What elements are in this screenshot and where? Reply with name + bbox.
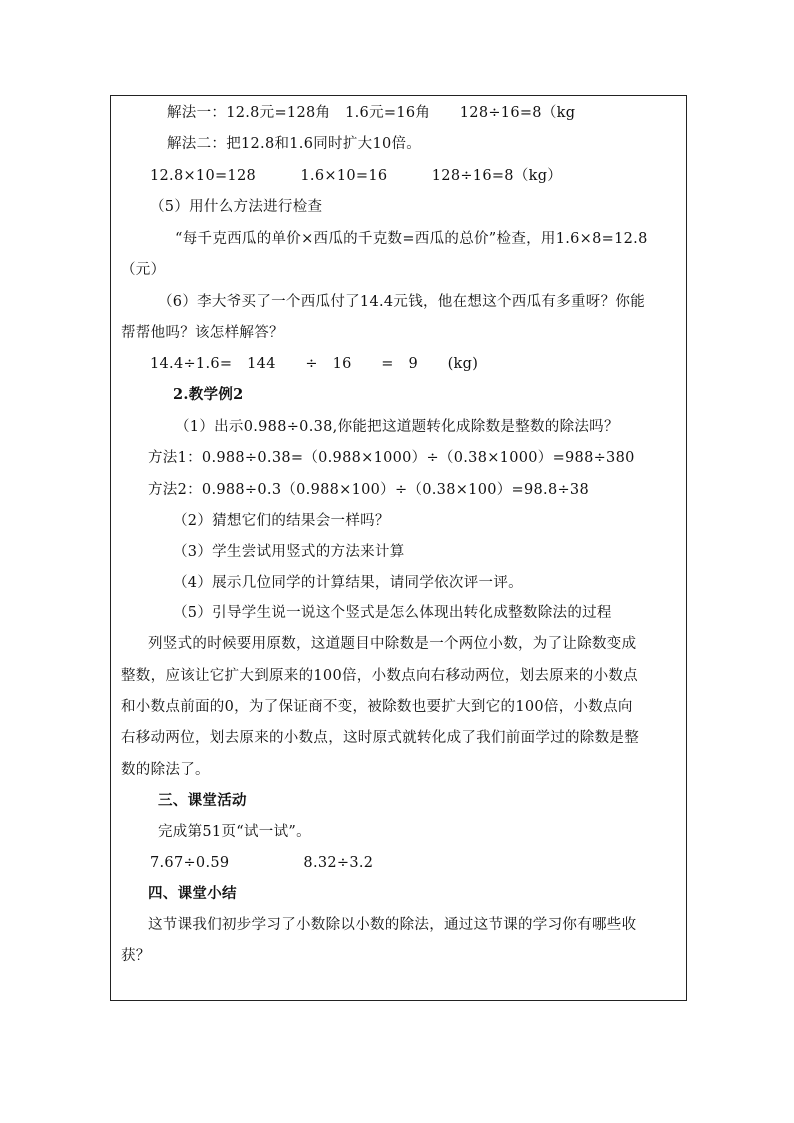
check-method-unit: （元） [121, 262, 166, 278]
check-method-line: “每千克西瓜的单价×西瓜的千克数=西瓜的总价”检查，用1.6×8=12.8 [175, 231, 648, 247]
example-2-item-3: （3）学生尝试用竖式的方法来计算 [173, 544, 405, 560]
step-6-question-cont: 帮帮他吗？该怎样解答？ [121, 325, 284, 341]
method-2-line: 方法2：0.988÷0.3（0.988×100）÷（0.38×100）=98.8÷38 [148, 482, 589, 498]
section-4-heading: 四、课堂小结 [148, 885, 237, 902]
explanation-line-5: 数的除法了。 [121, 762, 210, 778]
explanation-line-2: 整数，应该让它扩大到原来的100倍，小数点向右移动两位，划去原来的小数点 [121, 668, 638, 684]
summary-line-1: 这节课我们初步学习了小数除以小数的除法，通过这节课的学习你有哪些收 [148, 917, 637, 933]
step-6-question: （6）李大爷买了一个西瓜付了14.4元钱，他在想这个西瓜有多重呀？你能 [158, 294, 646, 310]
section-3-exercises: 7.67÷0.59 8.32÷3.2 [150, 855, 374, 871]
solution-two-calculation: 12.8×10=128 1.6×10=16 128÷16=8（kg） [150, 168, 563, 184]
step-6-answer: 14.4÷1.6= 144 ÷ 16 = 9 (kg) [150, 356, 479, 372]
example-2-item-4: （4）展示几位同学的计算结果，请同学依次评一评。 [173, 575, 523, 591]
section-3-task: 完成第51页“试一试”。 [158, 824, 311, 840]
summary-line-2: 获？ [121, 948, 151, 964]
example-2-item-1: （1）出示0.988÷0.38,你能把这道题转化成除数是整数的除法吗？ [175, 419, 619, 435]
solution-two-line: 解法二：把12.8和1.6同时扩大10倍。 [167, 136, 422, 152]
step-5-heading: （5）用什么方法进行检查 [150, 199, 323, 215]
method-1-line: 方法1：0.988÷0.38=（0.988×1000）÷（0.38×1000）=988÷380 [148, 450, 635, 466]
section-3-heading: 三、课堂活动 [158, 792, 247, 809]
example-2-heading: 2.教学例2 [173, 386, 244, 403]
explanation-line-4: 右移动两位，划去原来的小数点，这时原式就转化成了我们前面学过的除数是整 [121, 730, 639, 746]
solution-one-line: 解法一：12.8元=128角 1.6元=16角 128÷16=8（kg [167, 105, 576, 121]
example-2-item-5: （5）引导学生说一说这个竖式是怎么体现出转化成整数除法的过程 [173, 605, 612, 621]
example-2-item-2: （2）猜想它们的结果会一样吗？ [173, 513, 390, 529]
explanation-line-1: 列竖式的时候要用原数，这道题目中除数是一个两位小数，为了让除数变成 [148, 636, 637, 652]
explanation-line-3: 和小数点前面的0，为了保证商不变，被除数也要扩大到它的100倍，小数点向 [121, 699, 633, 715]
